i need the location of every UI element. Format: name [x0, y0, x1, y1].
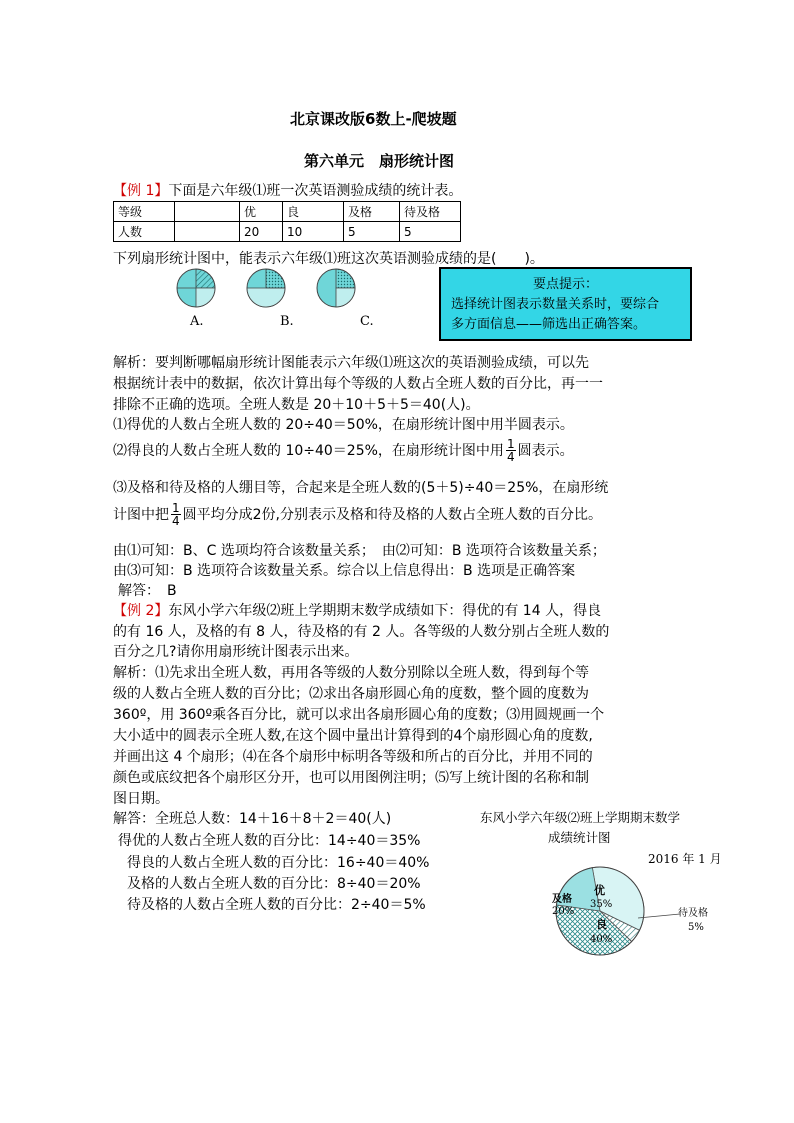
example2-tag: 【例 2】	[113, 603, 169, 619]
analysis-line: 解析：要判断哪幅扇形统计图能表示六年级⑴班这次的英语测验成绩，可以先	[113, 355, 589, 371]
table-cell: 待及格	[400, 202, 461, 222]
option-c-label: C.	[360, 314, 374, 329]
table-cell: 等级	[114, 202, 175, 222]
option-b-label: B.	[280, 314, 294, 329]
option-c-pie	[317, 269, 355, 307]
solution-line: 待及格的人数占全班人数的百分比：2÷40＝5%	[127, 897, 426, 913]
example2-analysis-line: 解析：⑴先求出全班人数，再用各等级的人数分别除以全班人数，得到每个等	[113, 665, 589, 681]
example2-analysis-line: 级的人数占全班人数的百分比；⑵求出各扇形圆心角的度数，整个圆的度数为	[113, 686, 589, 702]
table-cell: 20	[240, 222, 283, 242]
analysis-line: 根据统计表中的数据，依次计算出每个等级的人数占全班人数的百分比，再一一	[113, 376, 603, 392]
example2-q-text: 东风小学六年级⑵班上学期期末数学成绩如下：得优的有 14 人，得良	[168, 603, 602, 619]
step-2	[113, 438, 574, 463]
chart-date: 2016 年 1 月	[648, 852, 722, 866]
example1-tag: 【例 1】	[113, 183, 169, 199]
slice-label-liang: 良	[596, 918, 607, 931]
example2-analysis-line: 大小适中的圆表示全班人数,在这个圆中量出计算得到的4个扇形圆心角的度数,	[113, 728, 593, 744]
solution-line: 得优的人数占全班人数的百分比：14÷40＝35%	[118, 833, 421, 849]
table-cell: 人数	[114, 222, 175, 242]
frac-num: 1	[506, 437, 515, 451]
example2-q-line: 百分之几?请你用扇形统计图表示出来。	[113, 644, 359, 660]
option-pies	[175, 268, 385, 308]
example2-analysis-line: 颜色或底纹把各个扇形区分开，也可以用图例注明；⑸写上统计图的名称和制	[113, 770, 589, 786]
solution-line: 解答：全班总人数：14＋16＋8＋2＝40(人)	[113, 811, 392, 827]
fraction-quarter	[506, 438, 516, 463]
option-b-pie	[247, 269, 285, 307]
slice-pct-daijige: 5%	[688, 922, 704, 933]
example2-analysis-line: 360º，用 360º乘各百分比，就可以求出各扇形圆心角的度数；⑶用圆规画一个	[113, 707, 605, 723]
slice-label-jige: 及格	[552, 894, 572, 905]
step-3-line1: ⑶及格和待及格的人绷目等，合起来是全班人数的(5＋5)÷40＝25%，在扇形统	[113, 480, 609, 496]
example2-q-line: 的有 16 人，及格的有 8 人，待及格的有 2 人。各等级的人数分别占全班人数的	[113, 624, 610, 640]
chart-subtitle: 成绩统计图	[548, 830, 611, 845]
slice-label-you: 优	[594, 884, 605, 897]
fraction-quarter	[171, 502, 181, 527]
table-cell: 良	[283, 202, 344, 222]
table-cell: 及格	[344, 202, 400, 222]
step-3-line2	[113, 502, 602, 527]
solution-line: 及格的人数占全班人数的百分比：8÷40＝20%	[127, 876, 421, 892]
unit-title: 第六单元 扇形统计图	[304, 152, 455, 170]
table-cell: 5	[400, 222, 461, 242]
score-table	[113, 201, 461, 242]
table-row	[114, 202, 461, 222]
tip-title: 要点提示：	[532, 277, 598, 292]
slice-pct-liang: 40%	[590, 934, 613, 945]
option-a-pie	[177, 269, 215, 307]
step-2-text-end: 圆表示。	[517, 442, 574, 459]
frac-num: 1	[172, 501, 180, 515]
table-cell	[175, 222, 240, 242]
page-title: 北京课改版6数上-爬坡题	[290, 110, 457, 128]
step-1: ⑴得优的人数占全班人数的 20÷40＝50%，在扇形统计图中用半圆表示。	[113, 417, 574, 433]
conclusion-line: 由⑴可知：B、C 选项均符合该数量关系； 由⑵可知：B 选项符合该数量关系；	[113, 543, 606, 559]
example2-analysis-line: 图日期。	[113, 791, 169, 807]
chart-title: 东风小学六年级⑵班上学期期末数学	[480, 810, 681, 825]
tip-line: 选择统计图表示数量关系时，要综合	[451, 297, 660, 312]
step-2-text: ⑵得良的人数占全班人数的 10÷40＝25%，在扇形统计图中用	[113, 442, 504, 459]
table-cell: 优	[240, 202, 283, 222]
pie-chart	[530, 864, 710, 956]
tip-line: 多方面信息——筛选出正确答案。	[451, 317, 647, 332]
tip-box	[439, 267, 692, 341]
slice-label-daijige: 待及格	[678, 908, 708, 919]
answer: 解答： B	[118, 583, 177, 599]
analysis-line: 排除不正确的选项。全班人数是 20＋10＋5＋5＝40(人)。	[113, 397, 480, 413]
step-3-text-end: 圆平均分成2份,分别表示及格和待及格的人数占全班人数的百分比。	[182, 506, 602, 523]
frac-den: 4	[506, 450, 515, 464]
frac-den: 4	[172, 514, 180, 528]
table-cell: 10	[283, 222, 344, 242]
slice-pct-jige: 20%	[552, 906, 575, 917]
example2-analysis-line: 并画出这 4 个扇形；⑷在各个扇形中标明各等级和所占的百分比，并用不同的	[113, 749, 593, 765]
option-a-label: A.	[190, 314, 204, 329]
table-row	[114, 222, 461, 242]
example2-question	[113, 601, 601, 621]
table-cell	[175, 202, 240, 222]
example1-prompt-text: 下面是六年级⑴班一次英语测验成绩的统计表。	[168, 183, 463, 199]
solution-line: 得良的人数占全班人数的百分比：16÷40＝40%	[127, 855, 430, 871]
example1-prompt	[113, 181, 462, 201]
step-3-text: 计图中把	[113, 506, 169, 523]
table-cell: 5	[344, 222, 400, 242]
conclusion-line: 由⑶可知：B 选项符合该数量关系。综合以上信息得出：B 选项是正确答案	[113, 563, 576, 579]
slice-pct-you: 35%	[590, 899, 613, 910]
example1-question: 下列扇形统计图中，能表示六年级⑴班这次英语测验成绩的是( )。	[113, 251, 544, 267]
